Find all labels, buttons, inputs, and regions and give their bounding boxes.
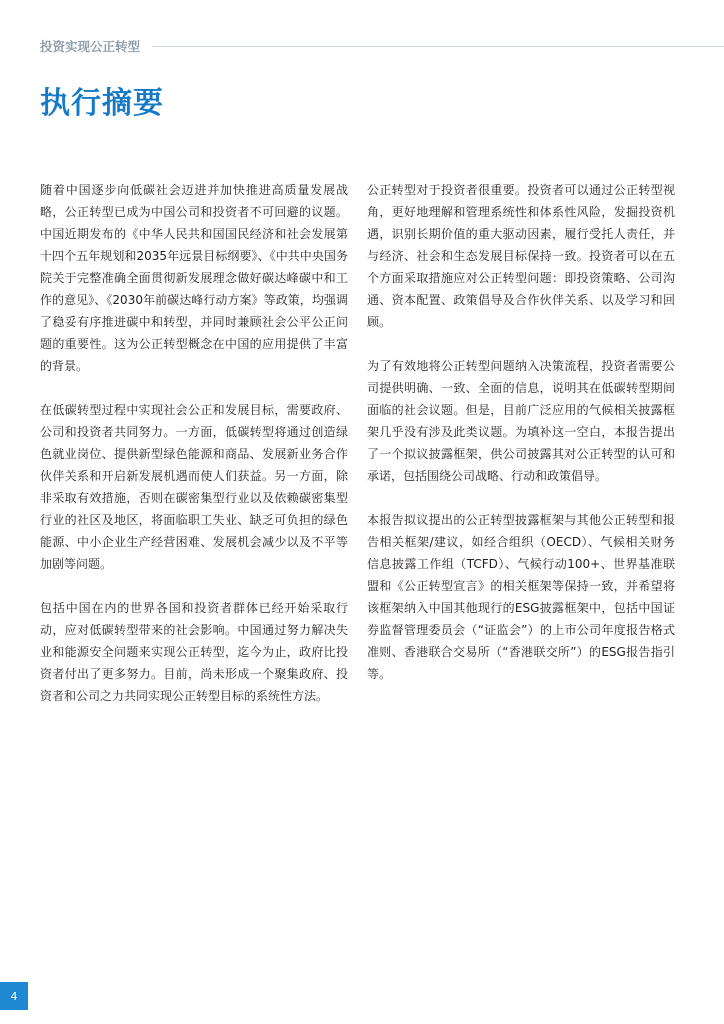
- page-number: 4: [0, 982, 28, 1010]
- header-rule: [152, 46, 724, 47]
- paragraph: 为了有效地将公正转型问题纳入决策流程，投资者需要公司提供明确、一致、全面的信息，说明其在低碳转型期间面临的社会议题。但是，目前广泛应用的气候相关披露框架几乎没有涉及此类议题。为填补这一空白，本报告提出了一个拟议披露框架，供公司披露其对公正转型的认可和承诺，包括围绕公司战略、行动和政策倡导。: [367, 359, 675, 483]
- page-title: 执行摘要: [40, 86, 164, 121]
- paragraph: 在低碳转型过程中实现社会公正和发展目标，需要政府、公司和投资者共同努力。一方面，低碳转型将通过创造绿色就业岗位、提供新型绿色能源和商品、发展新业务合作伙伴关系和开启新发展机遇而使人们获益。另一方面，除非采取有效措施，否则在碳密集型行业以及依赖碳密集型行业的社区及地区，将面临职工失业、缺乏可负担的绿色能源、中小企业生产经营困难、发展机会减少以及不平等加剧等问题。: [40, 403, 348, 571]
- running-header-title: 投资实现公正转型: [40, 39, 141, 54]
- running-header: [40, 38, 724, 54]
- left-column: [40, 179, 348, 729]
- paragraph: 本报告拟议提出的公正转型披露框架与其他公正转型和报告相关框架/建议，如经合组织（OECD）、气候相关财务信息披露工作组（TCFD）、气候行动100+、世界基准联盟和《公正转型宣言》的相关框架等保持一致，并希望将该框架纳入中国其他现行的ESG披露框架中，包括中国证券监督管理委员会（“证监会”）的上市公司年度报告格式准则、香港联合交易所（“香港联交所”）的ESG报告指引等。: [367, 513, 675, 681]
- paragraph: 包括中国在内的世界各国和投资者群体已经开始采取行动，应对低碳转型带来的社会影响。中国通过努力解决失业和能源安全问题来实现公正转型，迄今为止，政府比投资者付出了更多努力。目前，尚未形成一个聚集政府、投资者和公司之力共同实现公正转型目标的系统性方法。: [40, 601, 348, 703]
- right-column: [367, 179, 675, 707]
- paragraph: 公正转型对于投资者很重要。投资者可以通过公正转型视角，更好地理解和管理系统性和体系性风险，发掘投资机遇，识别长期价值的重大驱动因素，履行受托人责任，并与经济、社会和生态发展目标保持一致。投资者可以在五个方面采取措施应对公正转型问题：即投资策略、公司沟通、资本配置、政策倡导及合作伙伴关系、以及学习和回顾。: [367, 183, 675, 329]
- paragraph: 随着中国逐步向低碳社会迈进并加快推进高质量发展战略，公正转型已成为中国公司和投资者不可回避的议题。中国近期发布的《中华人民共和国国民经济和社会发展第十四个五年规划和2035年远景目标纲要》、《中共中央国务院关于完整准确全面贯彻新发展理念做好碳达峰碳中和工作的意见》、《2030年前碳达峰行动方案》等政策，均强调了稳妥有序推进碳中和转型，并同时兼顾社会公平公正问题的重要性。这为公正转型概念在中国的应用提供了丰富的背景。: [40, 183, 348, 373]
